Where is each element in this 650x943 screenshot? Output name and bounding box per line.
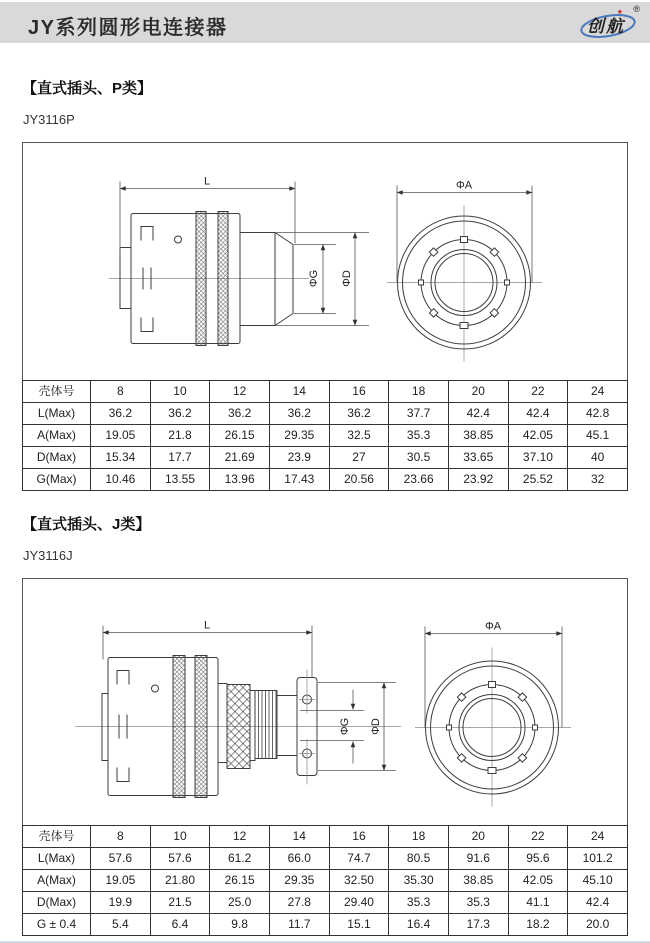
table-cell: 38.85 — [448, 425, 508, 447]
table-cell: 19.05 — [91, 870, 151, 892]
table-col-header: 14 — [269, 826, 329, 848]
table-cell: 26.15 — [210, 870, 270, 892]
table-cell: 11.7 — [269, 914, 329, 936]
table-cell: 45.10 — [568, 870, 628, 892]
table-cell: 17.7 — [150, 447, 210, 469]
table-cell: 42.4 — [508, 403, 568, 425]
model-label-p: JY3116P — [23, 112, 75, 127]
j-type-drawing — [23, 579, 627, 825]
table-cell: 37.7 — [389, 403, 449, 425]
table-cell: 32.50 — [329, 870, 389, 892]
table-cell: 35.3 — [448, 892, 508, 914]
dim-label-phi-g: ΦG — [339, 717, 351, 736]
table-col-header: 18 — [389, 381, 449, 403]
row-label: D(Max) — [23, 447, 91, 469]
table-cell: 32.5 — [329, 425, 389, 447]
table-col-header: 20 — [448, 826, 508, 848]
table-cell: 80.5 — [389, 848, 449, 870]
table-col-header: 18 — [389, 826, 449, 848]
j-type-drawing-box — [22, 578, 628, 826]
table-row — [23, 403, 628, 425]
row-label: G ± 0.4 — [23, 914, 91, 936]
table-col-header: 24 — [568, 826, 628, 848]
table-cell: 21.8 — [150, 425, 210, 447]
table-cell: 36.2 — [329, 403, 389, 425]
table-cell: 33.65 — [448, 447, 508, 469]
row-label: A(Max) — [23, 870, 91, 892]
table-cell: 101.2 — [568, 848, 628, 870]
table-cell: 36.2 — [91, 403, 151, 425]
table-cell: 42.05 — [508, 425, 568, 447]
table-cell: 37.10 — [508, 447, 568, 469]
table-cell: 17.43 — [269, 469, 329, 491]
table-cell: 38.85 — [448, 870, 508, 892]
model-label-j: JY3116J — [23, 548, 73, 563]
table-cell: 61.2 — [210, 848, 270, 870]
table-cell: 5.4 — [91, 914, 151, 936]
table-cell: 20.0 — [568, 914, 628, 936]
table-cell: 9.8 — [210, 914, 270, 936]
table-cell: 16.4 — [389, 914, 449, 936]
table-col-header: 壳体号 — [23, 381, 91, 403]
table-cell: 23.92 — [448, 469, 508, 491]
j-type-spec-table — [22, 825, 628, 936]
table-cell: 30.5 — [389, 447, 449, 469]
dim-label-l: L — [203, 619, 211, 632]
table-cell: 36.2 — [269, 403, 329, 425]
table-col-header: 16 — [329, 826, 389, 848]
page-header — [0, 2, 650, 43]
page-title: JY系列圆形电连接器 — [28, 17, 228, 39]
dim-label-phi-d: ΦD — [341, 270, 353, 287]
logo-registered-mark: ® — [633, 4, 640, 14]
table-cell: 17.3 — [448, 914, 508, 936]
logo-star-icon: ★ — [616, 9, 623, 16]
table-cell: 21.80 — [150, 870, 210, 892]
table-cell: 95.6 — [508, 848, 568, 870]
dim-label-phi-d: ΦD — [370, 718, 382, 735]
dim-label-phi-a: ΦA — [484, 620, 502, 633]
logo-text: 创航 — [587, 17, 625, 36]
table-cell: 15.1 — [329, 914, 389, 936]
table-row — [23, 848, 628, 870]
table-cell: 57.6 — [91, 848, 151, 870]
table-cell: 6.4 — [150, 914, 210, 936]
table-cell: 25.52 — [508, 469, 568, 491]
section-heading-j-type: 【直式插头、J类】 — [22, 516, 151, 533]
table-cell: 74.7 — [329, 848, 389, 870]
table-cell: 18.2 — [508, 914, 568, 936]
p-front-dimensions — [397, 186, 532, 283]
table-cell: 10.46 — [91, 469, 151, 491]
table-col-header: 10 — [150, 381, 210, 403]
table-cell: 35.3 — [389, 425, 449, 447]
table-row — [23, 425, 628, 447]
table-col-header: 8 — [91, 826, 151, 848]
table-col-header: 8 — [91, 381, 151, 403]
table-cell: 13.55 — [150, 469, 210, 491]
p-side-dimensions — [120, 182, 369, 326]
table-col-header: 22 — [508, 826, 568, 848]
table-col-header: 16 — [329, 381, 389, 403]
table-cell: 27 — [329, 447, 389, 469]
dim-label-phi-a: ΦA — [455, 179, 473, 192]
table-col-header: 14 — [269, 381, 329, 403]
table-cell: 13.96 — [210, 469, 270, 491]
p-type-drawing — [23, 143, 627, 380]
table-cell: 42.8 — [568, 403, 628, 425]
table-cell: 29.35 — [269, 870, 329, 892]
table-cell: 21.5 — [150, 892, 210, 914]
table-row — [23, 447, 628, 469]
row-label: L(Max) — [23, 403, 91, 425]
table-cell: 36.2 — [150, 403, 210, 425]
row-label: D(Max) — [23, 892, 91, 914]
row-label: A(Max) — [23, 425, 91, 447]
table-cell: 23.66 — [389, 469, 449, 491]
table-cell: 21.69 — [210, 447, 270, 469]
table-cell: 15.34 — [91, 447, 151, 469]
table-cell: 19.05 — [91, 425, 151, 447]
table-header-row — [23, 381, 628, 403]
table-col-header: 壳体号 — [23, 826, 91, 848]
table-cell: 36.2 — [210, 403, 270, 425]
row-label: G(Max) — [23, 469, 91, 491]
j-front-view — [415, 648, 571, 807]
table-col-header: 12 — [210, 381, 270, 403]
brand-logo — [578, 5, 640, 43]
table-row — [23, 469, 628, 491]
j-side-view — [75, 656, 401, 798]
table-cell: 35.3 — [389, 892, 449, 914]
table-col-header: 12 — [210, 826, 270, 848]
table-cell: 42.05 — [508, 870, 568, 892]
table-cell: 66.0 — [269, 848, 329, 870]
table-cell: 19.9 — [91, 892, 151, 914]
table-cell: 57.6 — [150, 848, 210, 870]
p-front-view — [387, 206, 542, 362]
table-col-header: 24 — [568, 381, 628, 403]
j-front-dimensions — [425, 627, 562, 728]
table-cell: 29.40 — [329, 892, 389, 914]
table-col-header: 22 — [508, 381, 568, 403]
table-cell: 35.30 — [389, 870, 449, 892]
table-cell: 45.1 — [568, 425, 628, 447]
table-cell: 20.56 — [329, 469, 389, 491]
table-cell: 26.15 — [210, 425, 270, 447]
table-cell: 40 — [568, 447, 628, 469]
table-cell: 91.6 — [448, 848, 508, 870]
table-col-header: 20 — [448, 381, 508, 403]
table-row — [23, 914, 628, 936]
table-cell: 29.35 — [269, 425, 329, 447]
table-cell: 41.1 — [508, 892, 568, 914]
p-type-drawing-box — [22, 142, 628, 381]
table-col-header: 10 — [150, 826, 210, 848]
table-row — [23, 892, 628, 914]
table-cell: 25.0 — [210, 892, 270, 914]
section-heading-p-type: 【直式插头、P类】 — [22, 80, 153, 97]
dim-label-l: L — [203, 175, 211, 188]
row-label: L(Max) — [23, 848, 91, 870]
table-cell: 32 — [568, 469, 628, 491]
table-cell: 23.9 — [269, 447, 329, 469]
table-cell: 42.4 — [568, 892, 628, 914]
table-cell: 42.4 — [448, 403, 508, 425]
table-cell: 27.8 — [269, 892, 329, 914]
dim-label-phi-g: ΦG — [308, 269, 320, 288]
p-type-spec-table — [22, 380, 628, 491]
table-header-row — [23, 826, 628, 848]
table-row — [23, 870, 628, 892]
